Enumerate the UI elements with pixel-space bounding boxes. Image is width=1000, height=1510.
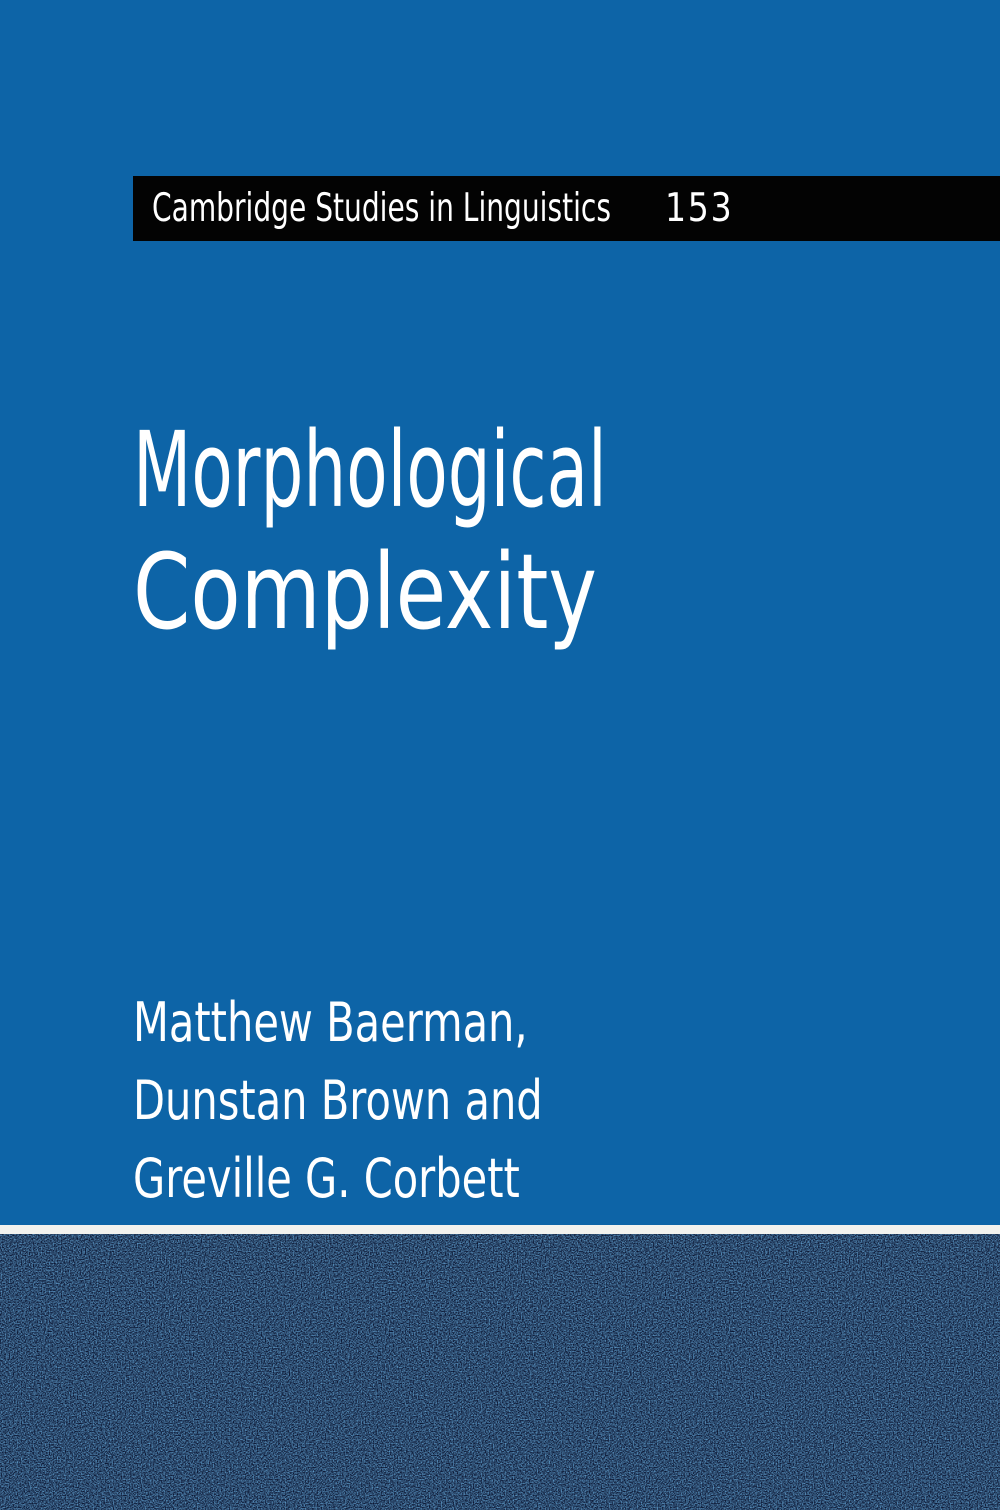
speckle-texture (0, 1234, 1000, 1510)
title-line-2: Complexity (133, 531, 598, 653)
series-name: Cambridge Studies in Linguistics (152, 186, 611, 231)
series-number: 153 (665, 186, 734, 231)
footer-texture-band (0, 1234, 1000, 1510)
title-line-1: Morphological (133, 409, 607, 531)
author-line-3: Greville G. Corbett (133, 1147, 520, 1210)
separator-line (0, 1225, 1000, 1234)
author-names (133, 984, 665, 1218)
series-banner (133, 176, 1000, 241)
book-title (133, 409, 862, 653)
author-line-2: Dunstan Brown and (133, 1069, 543, 1132)
author-line-1: Matthew Baerman, (133, 991, 528, 1054)
